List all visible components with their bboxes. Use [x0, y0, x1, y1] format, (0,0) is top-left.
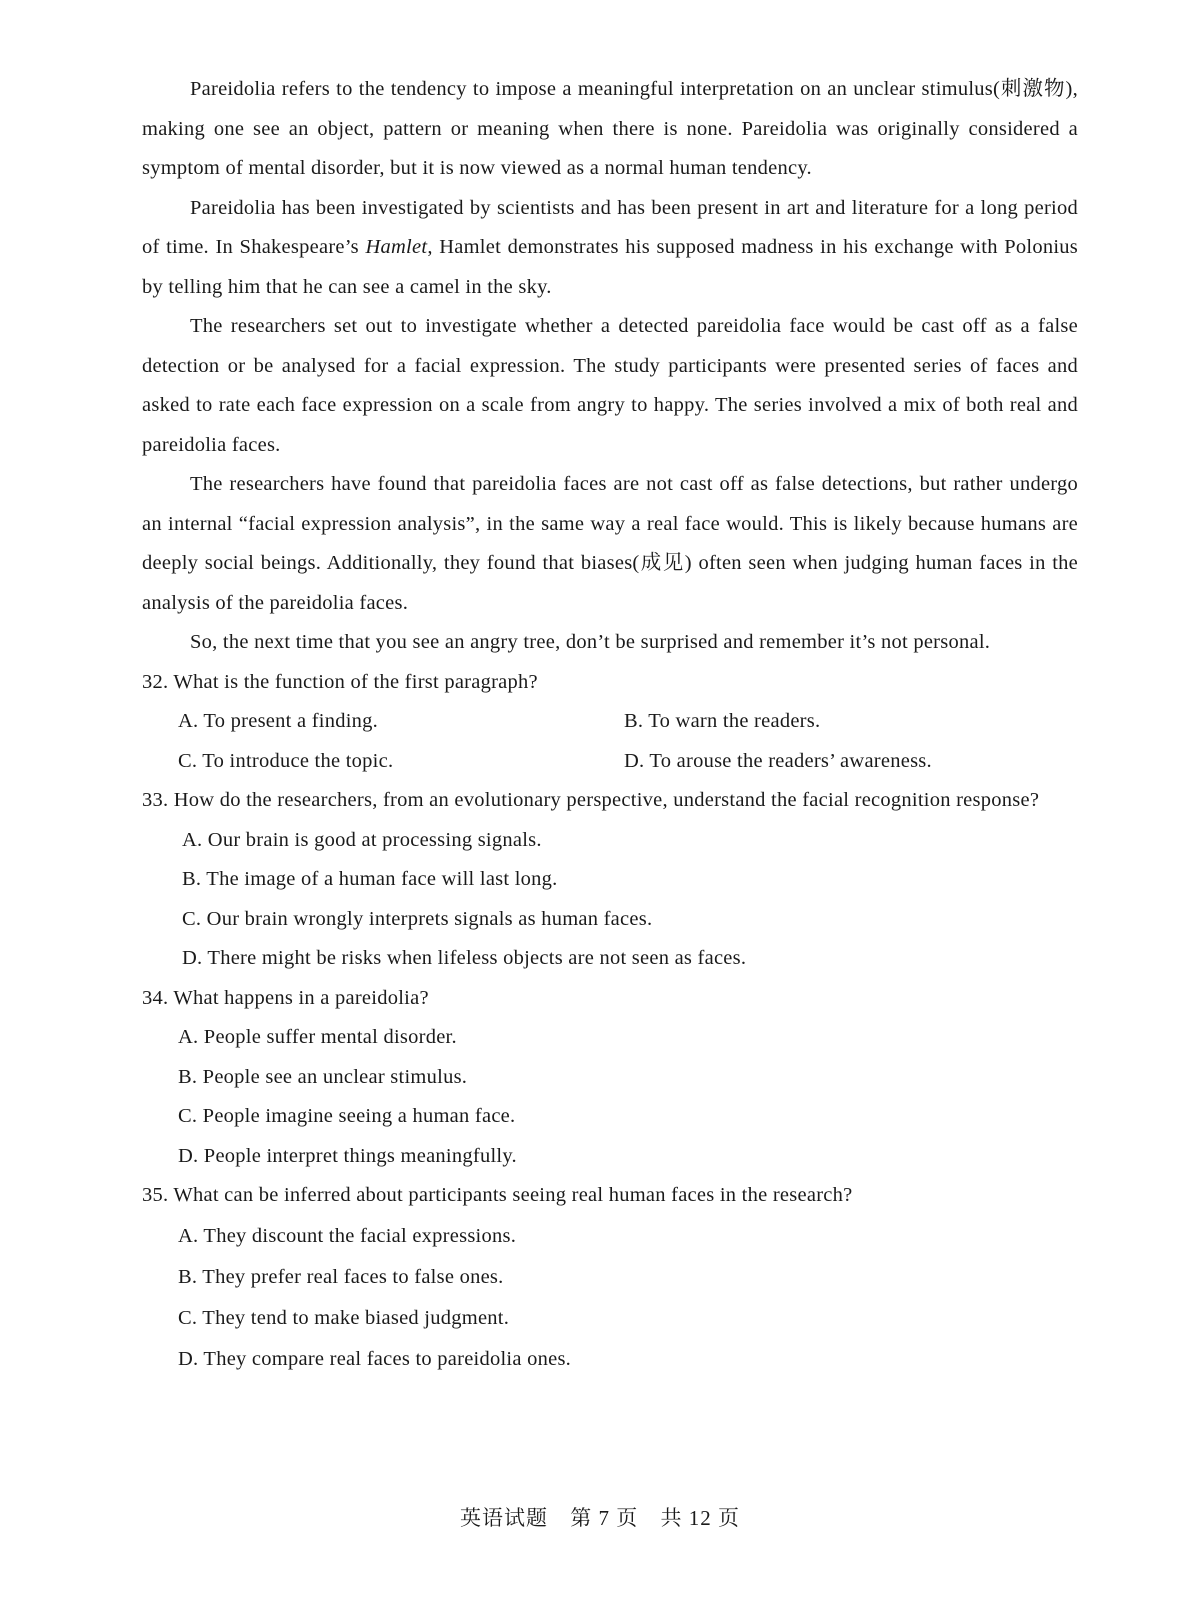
passage-paragraph-5: So, the next time that you see an angry tree, don’t be surprised and remember it’s not personal.: [190, 631, 991, 653]
question-33: [142, 781, 1078, 979]
passage-paragraph-1: Pareidolia refers to the tendency to impose a meaningful interpretation on an unclear stimulus(刺激物), making one see an object, pattern or meaning when there is none. Pareidolia was originally considered a symptom of mental disorder, but it is now viewed as a normal human tendency.: [142, 78, 1078, 179]
question-34-option-a: A. People suffer mental disorder.: [178, 1026, 457, 1048]
question-35: [142, 1176, 1078, 1380]
question-32-option-a: A. To present a finding.: [178, 710, 379, 732]
passage-paragraph-3: The researchers set out to investigate whether a detected pareidolia face would be cast off as a false detection or be analysed for a facial expression. The study participants were presented series of faces and asked to rate each face expression on a scale from angry to happy. The series involved a mix of both real and pareidolia faces.: [142, 315, 1078, 456]
question-32: [142, 663, 1078, 782]
question-33-stem: 33. How do the researchers, from an evolutionary perspective, understand the facial recognition response?: [142, 789, 1040, 811]
question-32-option-c: C. To introduce the topic.: [178, 749, 394, 772]
question-35-option-d: D. They compare real faces to pareidolia ones.: [178, 1347, 572, 1370]
question-33-option-c: C. Our brain wrongly interprets signals as human faces.: [182, 907, 653, 930]
question-35-option-a: A. They discount the facial expressions.: [178, 1224, 517, 1247]
question-33-option-b: B. The image of a human face will last long.: [182, 868, 558, 890]
footer-subject: 英语试题: [460, 1506, 548, 1530]
passage-paragraph-2: [142, 189, 1078, 308]
question-34-option-b: B. People see an unclear stimulus.: [178, 1065, 468, 1088]
question-35-option-c: C. They tend to make biased judgment.: [178, 1306, 510, 1329]
passage-paragraph-4: The researchers have found that pareidolia faces are not cast off as false detections, but rather undergo an internal “facial expression analysis”, in the same way a real face would. This is likely because humans are deeply social beings. Additionally, they found that biases(成见) often seen when judging human faces in the analysis of the pareidolia faces.: [142, 473, 1078, 614]
question-34-option-d: D. People interpret things meaningfully.: [178, 1144, 517, 1167]
paragraph-2-text-before: Pareidolia has been investigated by scientists and has been present in art and literature for a long period of time. In Shakespeare’s: [142, 196, 1078, 258]
paragraph-2-text-after: , Hamlet demonstrates his supposed madness in his exchange with Polonius by telling him that he can see a camel in the sky.: [142, 236, 1079, 298]
question-35-option-b: B. They prefer real faces to false ones.: [178, 1265, 504, 1288]
question-34-option-c: C. People imagine seeing a human face.: [178, 1105, 516, 1127]
question-32-stem: 32. What is the function of the first paragraph?: [142, 670, 538, 693]
question-35-stem: 35. What can be inferred about participants seeing real human faces in the research?: [142, 1184, 853, 1206]
footer-page-number: 第 7 页: [570, 1506, 639, 1530]
exam-page: [142, 70, 1078, 1380]
question-33-option-a: A. Our brain is good at processing signals.: [182, 828, 542, 851]
question-32-option-b: B. To warn the readers.: [624, 710, 821, 732]
question-34-options: [142, 1018, 1078, 1176]
page-footer: [0, 1502, 1200, 1532]
question-34: [142, 979, 1078, 1177]
question-32-option-d: D. To arouse the readers’ awareness.: [624, 749, 932, 772]
footer-total-pages: 共 12 页: [660, 1506, 740, 1530]
hamlet-title: Hamlet: [365, 236, 428, 258]
question-33-options: [142, 821, 1078, 979]
question-34-stem: 34. What happens in a pareidolia?: [142, 986, 429, 1009]
question-32-options: [142, 702, 1078, 781]
question-35-options: [142, 1216, 1078, 1380]
question-33-option-d: D. There might be risks when lifeless objects are not seen as faces.: [182, 947, 747, 969]
